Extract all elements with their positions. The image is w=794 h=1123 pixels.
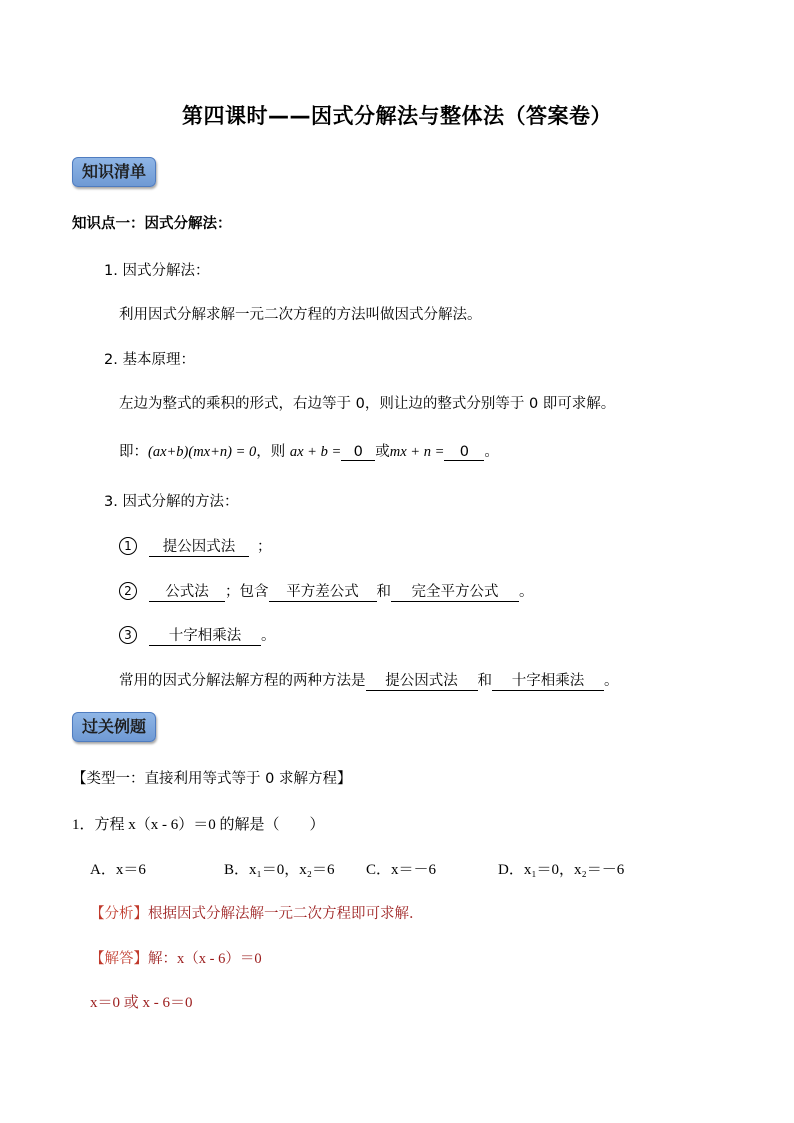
method-2-and: 和	[376, 584, 391, 600]
formula-left1: ax + b =	[289, 444, 342, 460]
common-answer-1: 提公因式法	[366, 669, 478, 691]
option-c: C．x＝－6	[366, 862, 437, 878]
solution-step: x＝0 或 x - 6＝0	[90, 995, 193, 1011]
knowledge-point-heading: 知识点一：因式分解法：	[72, 216, 232, 232]
formula-prefix: 即：	[119, 444, 148, 460]
solution-tag: 【解答】	[90, 951, 148, 967]
common-end: 。	[604, 673, 619, 689]
circle-number-3: 3	[119, 626, 137, 644]
method-1-answer: 提公因式法	[149, 535, 249, 557]
analysis-tag: 【分析】	[90, 906, 148, 922]
common-prefix: 常用的因式分解法解方程的两种方法是	[119, 673, 366, 689]
solution-line	[90, 947, 262, 968]
formula-equation: (ax+b)(mx+n) = 0	[148, 444, 257, 460]
method-3	[119, 624, 276, 646]
item3-title: 3. 因式分解的方法：	[104, 494, 239, 510]
common-methods-line	[119, 669, 619, 691]
formula-then: ，则	[256, 444, 286, 460]
analysis-text: 根据因式分解法解一元二次方程即可求解．	[148, 906, 424, 922]
method-3-answer: 十字相乘法	[149, 624, 261, 646]
item2-text: 左边为整式的乘积的形式，右边等于 0，则让边的整式分别等于 0 即可求解。	[119, 396, 616, 412]
option-d: D．x₁＝0，x₂＝－6	[498, 862, 625, 878]
formula-left2: mx + n =	[389, 444, 445, 460]
option-a: A．x＝6	[90, 862, 146, 878]
method-2-answer-2: 平方差公式	[269, 580, 377, 602]
item2-title: 2. 基本原理：	[104, 352, 195, 368]
method-3-end: 。	[261, 628, 276, 644]
answer-blank-1: 0	[341, 444, 375, 461]
formula-end: 。	[484, 444, 499, 460]
section-badge-examples: 过关例题	[72, 712, 156, 742]
common-and: 和	[477, 673, 492, 689]
item1-title: 1. 因式分解法：	[104, 263, 210, 279]
section-badge-knowledge: 知识清单	[72, 157, 156, 187]
circle-number-1: 1	[119, 537, 137, 555]
method-2-answer: 公式法	[149, 580, 225, 602]
method-2-mid: ；包含	[225, 584, 269, 600]
page-title: 第四课时——因式分解法与整体法（答案卷）	[182, 104, 612, 128]
common-answer-2: 十字相乘法	[492, 669, 604, 691]
method-2-answer-3: 完全平方公式	[391, 580, 519, 602]
solution-text: 解：x（x - 6）＝0	[148, 951, 262, 967]
method-2	[119, 580, 534, 602]
formula-or: 或	[375, 444, 390, 460]
item1-text: 利用因式分解求解一元二次方程的方法叫做因式分解法。	[119, 307, 482, 323]
method-1-end: ；	[257, 539, 272, 555]
option-b: B．x₁＝0，x₂＝6	[224, 862, 335, 878]
method-1	[119, 535, 272, 557]
type-heading: 【类型一：直接利用等式等于 0 求解方程】	[72, 771, 352, 787]
circle-number-2: 2	[119, 582, 137, 600]
method-2-end: 。	[519, 584, 534, 600]
answer-blank-2: 0	[444, 444, 484, 461]
formula-line	[119, 440, 499, 461]
question-1-stem: 1．方程 x（x - 6）＝0 的解是（ ）	[72, 817, 325, 833]
analysis-line	[90, 902, 424, 923]
